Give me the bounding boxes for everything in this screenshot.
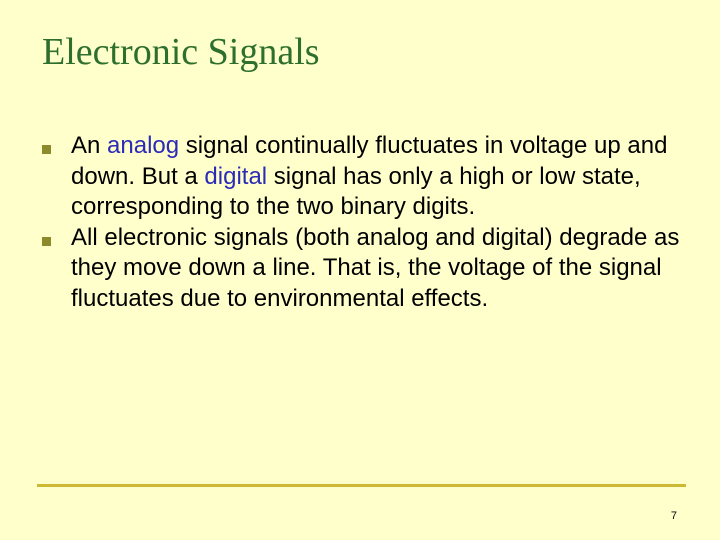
bullet-text-part: An bbox=[71, 132, 108, 159]
square-bullet-icon bbox=[42, 145, 51, 154]
bullet-list bbox=[42, 131, 692, 314]
bullet-item-analog-digital bbox=[42, 131, 692, 223]
highlight-term-analog: analog bbox=[107, 132, 180, 159]
page-number: 7 bbox=[670, 510, 677, 522]
bullet-item-degrade bbox=[42, 223, 692, 315]
bullet-text: All electronic signals (both analog and digital) degrade as they move down a line. That is, the voltage of the signal fluctuates due to environmental effects. bbox=[71, 223, 680, 312]
bullet-text-part: signal has only a high or low state, corresponding to the two binary digits. bbox=[71, 162, 641, 220]
highlight-term-digital: digital bbox=[204, 162, 268, 190]
footer-rule bbox=[37, 484, 686, 487]
bullet-text-part: signal continually fluctuates in voltage up and down. But a bbox=[71, 132, 668, 190]
square-bullet-icon bbox=[42, 237, 51, 246]
bullet-text bbox=[71, 132, 667, 220]
slide-title: Electronic Signals bbox=[42, 31, 320, 73]
